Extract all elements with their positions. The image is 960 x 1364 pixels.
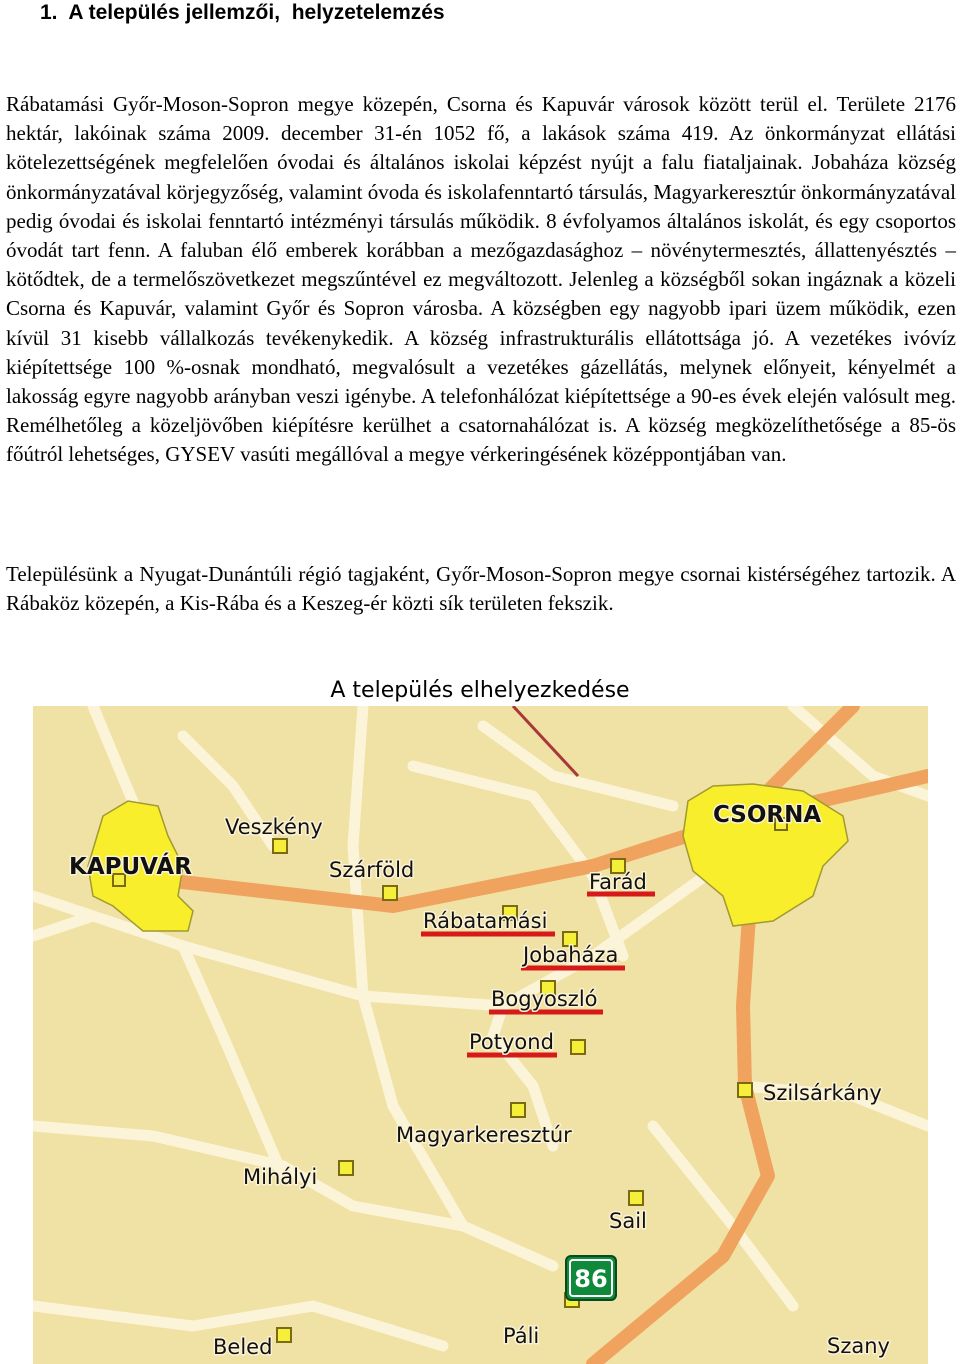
szilsarkany-marker [738, 1083, 752, 1097]
pali-label: Páli [503, 1324, 540, 1348]
veszkeny-marker [273, 839, 287, 853]
road-86-shield [566, 1256, 616, 1300]
location-map [33, 706, 928, 1364]
mihalyi-label: Mihályi [243, 1165, 318, 1189]
kapuvar-label: KAPUVÁR [69, 854, 192, 880]
szany-label: Szany [827, 1334, 890, 1358]
magyarkeresztur-label: Magyarkeresztúr [396, 1123, 572, 1147]
szarfold-marker [383, 886, 397, 900]
sail-label: Sail [609, 1209, 647, 1233]
magyarkeresztur-marker [511, 1103, 525, 1117]
szilsarkany-label: Szilsárkány [763, 1081, 882, 1105]
csorna-label: CSORNA [713, 802, 822, 828]
sail-marker [629, 1191, 643, 1205]
beled-label: Beled [213, 1335, 273, 1359]
veszkeny-label: Veszkény [225, 815, 323, 839]
potyond-marker [571, 1040, 585, 1054]
potyond-label: Potyond [469, 1030, 554, 1054]
section-heading: 1. A település jellemzői, helyzetelemzés [40, 1, 445, 24]
map-svg [33, 706, 928, 1364]
szarfold-label: Szárföld [329, 858, 415, 882]
beled-marker [277, 1328, 291, 1342]
road-86-number: 86 [574, 1265, 608, 1293]
rabatamasi-label: Rábatamási [423, 909, 548, 933]
region-paragraph: Településünk a Nyugat-Dunántúli régió tagjaként, Győr-Moson-Sopron megye csornai kistérségéhez tartozik. A Rábaköz közepén, a Kis-Rába és a Keszeg-ér közti sík területen fekszik. [6, 562, 956, 616]
bogyoszlo-label: Bogyoszló [491, 987, 598, 1011]
farad-label: Farád [589, 870, 647, 894]
map-caption: A település elhelyezkedése [330, 678, 630, 703]
jobahaza-label: Jobaháza [523, 943, 619, 967]
mihalyi-marker [339, 1161, 353, 1175]
intro-paragraph: Rábatamási Győr-Moson-Sopron megye közepén, Csorna és Kapuvár városok között terül el. Területe 2176 hektár, lakóinak száma 2009. december 31-én 1052 fő, a lakások száma 419. Az önkormányzat ellátási kötelezettségének megfelelően óvodai és általános iskolai képzést nyújt a falu fiataljainak. Jobaháza község önkormányzatával körjegyzőség, valamint óvoda és iskolafenntartó társulás, Magyarkeresztúr önkormányzatával pedig óvodai és iskolai fenntartó intézményi társulás működik. 8 évfolyamos általános iskolát, és egy csoportos óvodát tart fenn. A faluban élő emberek korábban a mezőgazdasághoz – növénytermesztés, állattenyésztés – kötődtek, de a termelőszövetkezet megszűntével ez megváltozott. Jelenleg a községből sokan ingáznak a közeli Csorna és Kapuvár, valamint Győr és Sopron városba. A községben egy nagyobb ipari üzem működik, ezen kívül 31 kisebb vállalkozás tevékenykedik. A község infrastrukturális ellátottsága jó. A vezetékes ivóvíz kiépítettsége 100 %-osnak mondható, megvalósult a vezetékes gázellátás, melynek előnyeit, kényelmét a lakosság egyre nagyobb arányban veszi igénybe. A telefonhálózat kiépítettsége a 90-es évek elején valósult meg. Remélhetőleg a közeljövőben kiépítésre kerülhet a csatornahálózat is. A község megközelíthetősége a 85-ös főútról lehetséges, GYSEV vasúti megállóval a megye vérkeringésének középpontjában van. [6, 92, 956, 467]
